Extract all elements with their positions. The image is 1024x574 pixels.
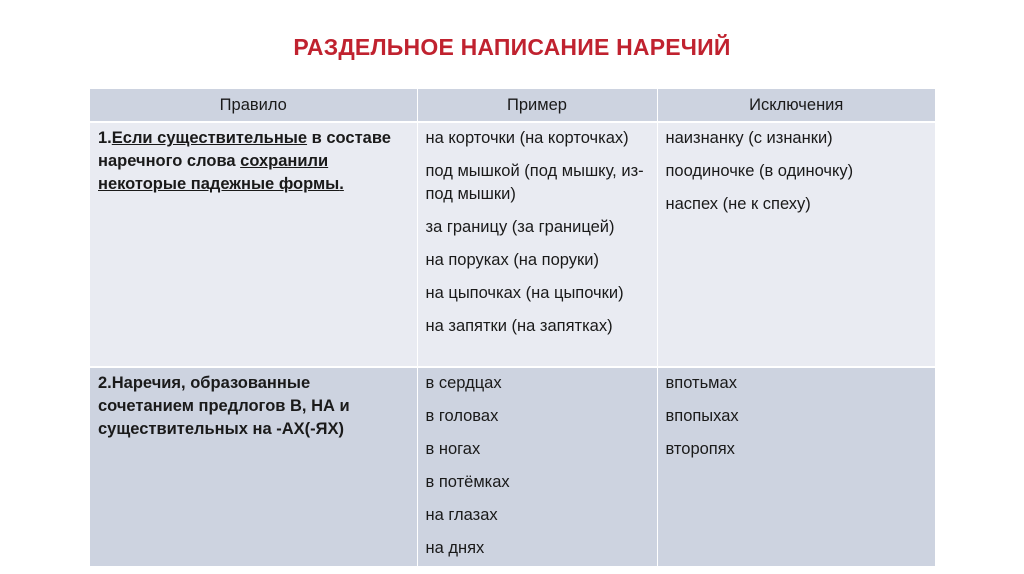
rule-number: 1.	[98, 129, 112, 147]
example-item: на цыпочках (на цыпочки)	[425, 284, 624, 302]
example-item: в потёмках	[425, 473, 510, 491]
example-item: на глазах	[425, 506, 498, 524]
header-example: Пример	[417, 89, 657, 122]
table-header-row	[90, 89, 935, 122]
example-item: в сердцах	[425, 374, 502, 392]
header-rule: Правило	[90, 89, 417, 122]
exceptions-cell	[657, 367, 935, 567]
exception-item: впотьмах	[665, 374, 737, 392]
example-item: под мышкой (под мышку, из-под мышки)	[425, 162, 644, 203]
rule-text-underlined: Если существительные	[111, 129, 308, 147]
example-item: в головах	[425, 407, 499, 425]
rule-cell	[90, 122, 417, 367]
examples-cell	[417, 367, 657, 567]
exception-item: наспех (не к спеху)	[665, 195, 811, 213]
exceptions-cell	[657, 122, 935, 367]
rule-text-underlined: сохранили некоторые падежные формы	[98, 152, 340, 193]
rule-cell: 2.Наречия, образованные сочетанием предлогов В, НА и существительных на -АХ(-ЯХ)	[90, 367, 417, 567]
example-item: на корточки (на корточках)	[425, 129, 629, 147]
table-row	[90, 122, 935, 367]
header-exceptions: Исключения	[657, 89, 935, 122]
rules-table	[90, 89, 935, 568]
example-item: за границу (за границей)	[425, 218, 615, 236]
exception-item: поодиночке (в одиночку)	[665, 162, 854, 180]
rule-text-period: .	[339, 175, 344, 193]
rule-text: в составе наречного слова	[98, 129, 391, 170]
page-title: РАЗДЕЛЬНОЕ НАПИСАНИЕ НАРЕЧИЙ	[293, 34, 731, 60]
example-item: на запятки (на запятках)	[425, 317, 613, 335]
table-row	[90, 367, 935, 567]
examples-cell	[417, 122, 657, 367]
example-item: на поруках (на поруки)	[425, 251, 599, 269]
exception-item: наизнанку (с изнанки)	[665, 129, 833, 147]
exception-item: впопыхах	[665, 407, 739, 425]
example-item: в ногах	[425, 440, 481, 458]
exception-item: второпях	[665, 440, 735, 458]
example-item: на днях	[425, 539, 485, 557]
